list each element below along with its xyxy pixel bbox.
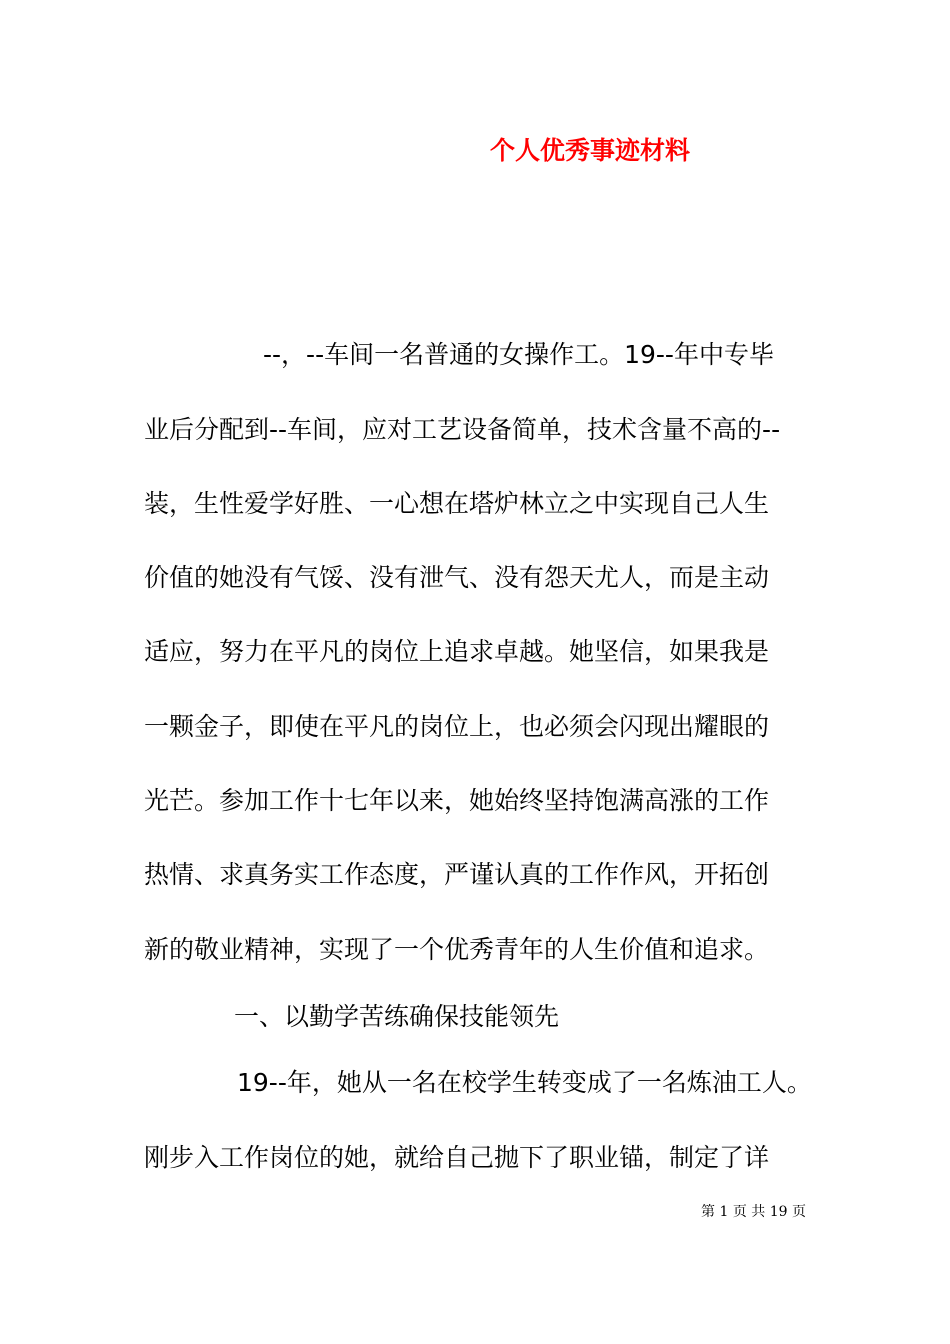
paragraph-line-2: 业后分配到--车间，应对工艺设备简单，技术含量不高的-- <box>144 415 781 444</box>
page-number: 第 1 页 共 19 页 <box>701 1204 806 1220</box>
document-title: 个人优秀事迹材料 <box>489 136 690 165</box>
paragraph-line-9: 新的敬业精神，实现了一个优秀青年的人生价值和追求。 <box>144 935 770 964</box>
paragraph-line-12: 刚步入工作岗位的她，就给自己抛下了职业锚，制定了详 <box>144 1143 770 1172</box>
paragraph-line-11: 19--年，她从一名在校学生转变成了一名炼油工人。 <box>237 1068 812 1097</box>
paragraph-line-8: 热情、求真务实工作态度，严谨认真的工作作风，开拓创 <box>144 860 770 889</box>
paragraph-line-1: --，--车间一名普通的女操作工。19--年中专毕 <box>263 340 774 369</box>
paragraph-line-4: 价值的她没有气馁、没有泄气、没有怨天尤人，而是主动 <box>144 563 770 592</box>
paragraph-line-7: 光芒。参加工作十七年以来，她始终坚持饱满高涨的工作 <box>144 786 770 815</box>
paragraph-line-6: 一颗金子，即使在平凡的岗位上，也必须会闪现出耀眼的 <box>144 712 770 741</box>
section-heading: 一、以勤学苦练确保技能领先 <box>234 1002 560 1031</box>
paragraph-line-5: 适应，努力在平凡的岗位上追求卓越。她坚信，如果我是 <box>144 637 770 666</box>
paragraph-line-3: 装，生性爱学好胜、一心想在塔炉林立之中实现自己人生 <box>144 489 770 518</box>
